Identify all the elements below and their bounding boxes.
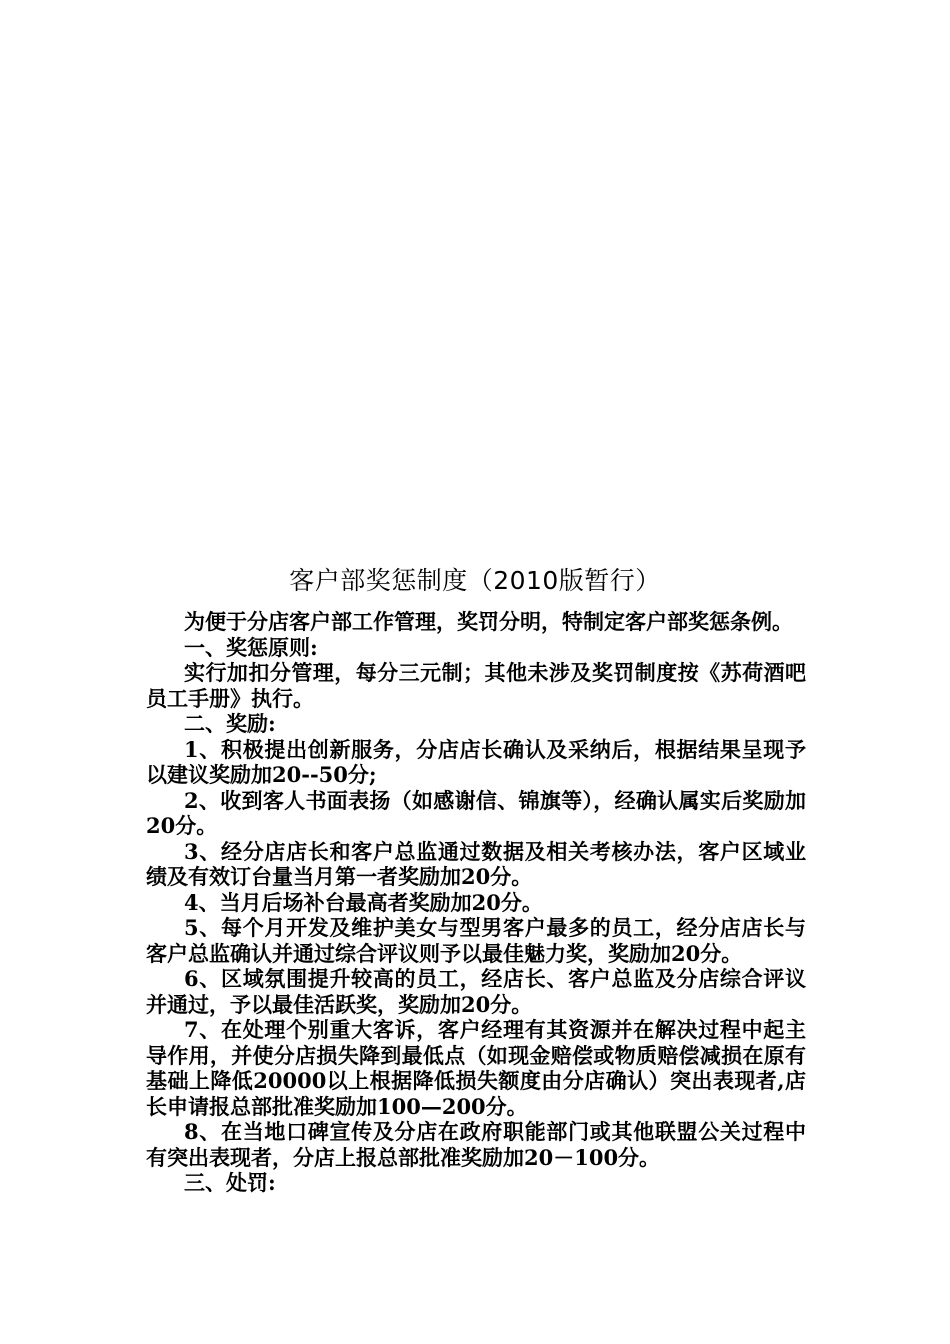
document-body xyxy=(146,609,806,1196)
section-heading-principles: 一、奖惩原则: xyxy=(184,634,318,660)
paragraph-intro: 为便于分店客户部工作管理，奖罚分明，特制定客户部奖惩条例。 xyxy=(184,609,793,634)
paragraph-principles: 实行加扣分管理，每分三元制；其他未涉及奖罚制度按《苏荷酒吧员工手册》执行。 xyxy=(146,660,806,711)
reward-item-3: 3、经分店店长和客户总监通过数据及相关考核办法，客户区域业绩及有效订台量当月第一者奖励加20分。 xyxy=(146,838,806,889)
document-title: 客户部奖惩制度（2010版暂行） xyxy=(289,566,661,595)
section-heading-penalties: 三、处罚: xyxy=(184,1170,276,1195)
reward-item-7: 7、在处理个别重大客诉，客户经理有其资源并在解决过程中起主导作用，并使分店损失降到最低点（如现金赔偿或物质赔偿减损在原有基础上降低20000以上根据降低损失额度由分店确认）突出表现者,店长申请报总部批准奖励加100—200分。 xyxy=(146,1017,806,1119)
reward-item-6: 6、区域氛围提升较高的员工，经店长、客户总监及分店综合评议并通过，予以最佳活跃奖，奖励加20分。 xyxy=(146,966,806,1017)
reward-item-5: 5、每个月开发及维护美女与型男客户最多的员工，经分店店长与客户总监确认并通过综合评议则予以最佳魅力奖，奖励加20分。 xyxy=(146,915,806,966)
section-heading-rewards: 二、奖励: xyxy=(184,711,276,736)
reward-item-1: 1、积极提出创新服务，分店店长确认及采纳后，根据结果呈现予以建议奖励加20--50分; xyxy=(146,736,806,787)
reward-item-8: 8、在当地口碑宣传及分店在政府职能部门或其他联盟公关过程中有突出表现者，分店上报总部批准奖励加20－100分。 xyxy=(146,1119,806,1170)
reward-item-2: 2、收到客人书面表扬（如感谢信、锦旗等），经确认属实后奖励加20分。 xyxy=(146,787,806,838)
reward-item-4: 4、当月后场补台最高者奖励加20分。 xyxy=(184,889,543,915)
